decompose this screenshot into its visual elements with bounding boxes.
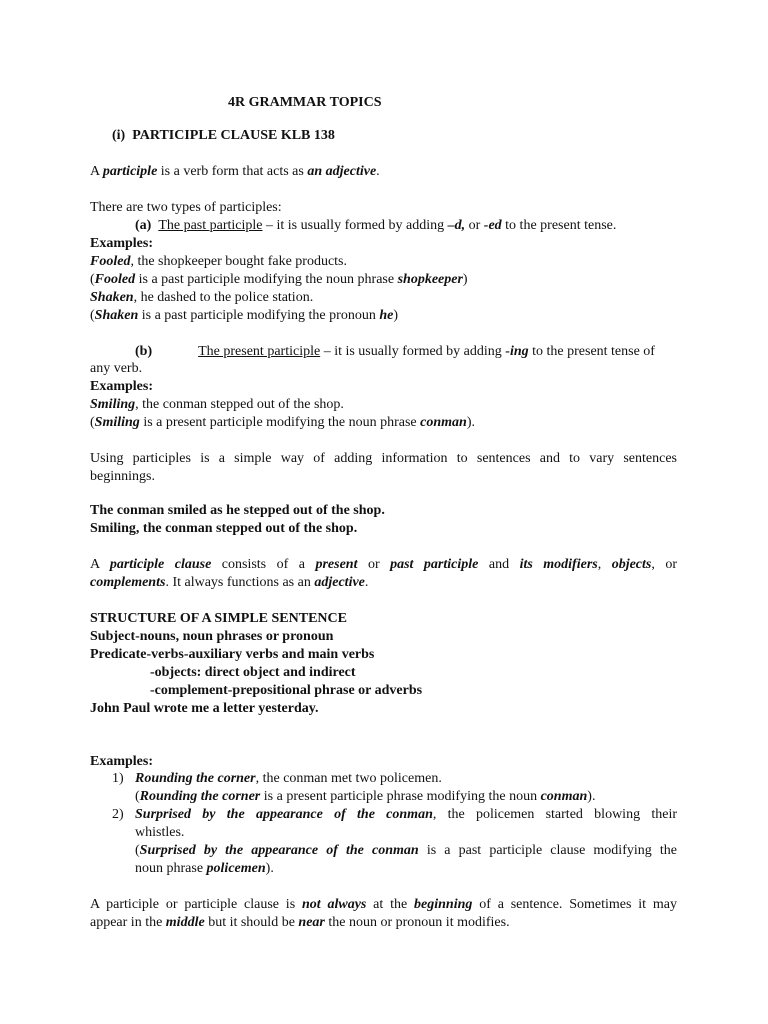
text: – it is usually formed by adding [262, 218, 448, 233]
text: ) [393, 308, 398, 323]
text: noun phrase [135, 861, 207, 876]
text: . [376, 164, 380, 179]
term: not always [301, 897, 367, 912]
term: adjective [314, 575, 365, 590]
section-heading [112, 127, 335, 145]
example-2-number: 2) [112, 807, 124, 822]
word: shopkeeper [397, 272, 463, 287]
text: appear in the [90, 915, 166, 930]
text: and [478, 557, 520, 572]
type-b-line-2: any verb. [90, 361, 143, 376]
text: ) [462, 272, 468, 287]
clause-definition-1 [90, 556, 677, 574]
phrase: Surprised by the appearance of the conman [139, 843, 419, 858]
text: . [364, 575, 369, 590]
example-shaken [90, 289, 313, 307]
example-2 [135, 806, 677, 824]
closing-line-2 [90, 914, 510, 932]
example-fooled [90, 253, 347, 271]
clause-definition-2 [90, 574, 368, 592]
term: present [315, 557, 358, 572]
text: is a present participle phrase modifying the noun [260, 789, 541, 804]
text: , [597, 557, 612, 572]
suffix-ing: -ing [505, 344, 529, 359]
text: or [357, 557, 391, 572]
text: consists of a [211, 557, 316, 572]
term: beginning [414, 897, 473, 912]
structure-heading: STRUCTURE OF A SIMPLE SENTENCE [90, 611, 347, 626]
bold-example-1: The conman smiled as he stepped out of the shop. [90, 503, 385, 518]
term: complements [90, 575, 166, 590]
text: , or [651, 557, 678, 572]
usage-line-2: beginnings. [90, 469, 155, 484]
text: ( [135, 789, 140, 804]
suffix-d: –d, [447, 218, 466, 233]
structure-line: -complement-prepositional phrase or adverbs [150, 683, 423, 698]
example-smiling-note [90, 414, 475, 432]
phrase: Rounding the corner [139, 789, 261, 804]
type-a-line [135, 217, 616, 235]
usage-line-1: Using participles is a simple way of adding information to sentences and to vary sentences [90, 451, 677, 466]
structure-line: Subject-nouns, noun phrases or pronoun [90, 629, 334, 644]
example-fooled-note [90, 271, 468, 289]
phrase: Surprised by the appearance of the conman [135, 807, 433, 822]
text: or [465, 218, 484, 233]
text: ). [265, 861, 274, 876]
word: Shaken [90, 290, 134, 305]
term: past participle [390, 557, 479, 572]
type-b-name: The present participle [198, 344, 321, 359]
text: is a present participle modifying the noun phrase [139, 415, 421, 430]
word: Fooled [94, 272, 136, 287]
text: is a past participle modifying the noun phrase [135, 272, 398, 287]
text: , the policemen started blowing their [432, 807, 677, 822]
text: A [90, 164, 103, 179]
example-1 [135, 770, 442, 788]
example-2-line-2: whistles. [135, 825, 185, 840]
term: near [298, 915, 325, 930]
text: ( [90, 308, 95, 323]
text: . It always functions as an [165, 575, 315, 590]
text: is a past participle modifying the pronoun [138, 308, 380, 323]
structure-line: -objects: direct object and indirect [150, 665, 356, 680]
examples-label-b: Examples: [90, 379, 153, 394]
structure-line: Predicate-verbs-auxiliary verbs and main verbs [90, 647, 375, 662]
type-a-label: (a) [135, 218, 152, 233]
text: – it is usually formed by adding [320, 344, 506, 359]
text: ). [466, 415, 475, 430]
text: the noun or pronoun it modifies. [324, 915, 510, 930]
word: he [379, 308, 394, 323]
term-adjective: an adjective [307, 164, 377, 179]
types-intro: There are two types of participles: [90, 200, 282, 215]
word: conman [420, 415, 467, 430]
type-b-line [135, 343, 677, 361]
word: conman [540, 789, 588, 804]
text: , the conman met two policemen. [255, 771, 442, 786]
text: is a past participle clause modifying the [418, 843, 677, 858]
text: , the shopkeeper bought fake products. [130, 254, 348, 269]
word: Fooled [90, 254, 131, 269]
term-participle: participle [102, 164, 158, 179]
section-number: (i) [112, 128, 126, 143]
phrase: Rounding the corner [135, 771, 256, 786]
word: Shaken [94, 308, 139, 323]
word: policemen [206, 861, 266, 876]
example-smiling [90, 396, 344, 414]
term: its modifiers [519, 557, 598, 572]
word: Smiling [90, 397, 136, 412]
term: participle clause [109, 557, 212, 572]
text: A participle or participle clause is [90, 897, 302, 912]
structure-example: John Paul wrote me a letter yesterday. [90, 701, 319, 716]
term: middle [165, 915, 205, 930]
word: Smiling [94, 415, 140, 430]
text: ( [135, 843, 140, 858]
suffix-ed: -ed [483, 218, 502, 233]
text: ( [90, 272, 95, 287]
examples-label: Examples: [90, 236, 153, 251]
text: A [90, 557, 110, 572]
examples-label-2: Examples: [90, 754, 153, 769]
text: ). [587, 789, 596, 804]
example-1-note [135, 788, 595, 806]
text: is a verb form that acts as [157, 164, 308, 179]
example-1-number: 1) [112, 771, 124, 786]
type-b-label: (b) [135, 344, 153, 359]
text: of a sentence. Sometimes it may [472, 897, 677, 912]
closing-line-1 [90, 896, 677, 914]
participle-definition [90, 163, 380, 181]
text: but it should be [204, 915, 299, 930]
example-shaken-note [90, 307, 398, 325]
section-heading-text: PARTICIPLE CLAUSE KLB 138 [132, 128, 335, 143]
example-2-note [135, 842, 677, 860]
bold-example-2: Smiling, the conman stepped out of the shop. [90, 521, 358, 536]
text: at the [366, 897, 415, 912]
text: , the conman stepped out of the shop. [135, 397, 344, 412]
text: to the present tense. [501, 218, 617, 233]
example-2-note-line-2 [135, 860, 274, 878]
type-a-name: The past participle [158, 218, 263, 233]
term: objects [611, 557, 652, 572]
page-title: 4R GRAMMAR TOPICS [228, 95, 382, 110]
text: , he dashed to the police station. [133, 290, 314, 305]
text: ( [90, 415, 95, 430]
text: to the present tense of [528, 344, 655, 359]
